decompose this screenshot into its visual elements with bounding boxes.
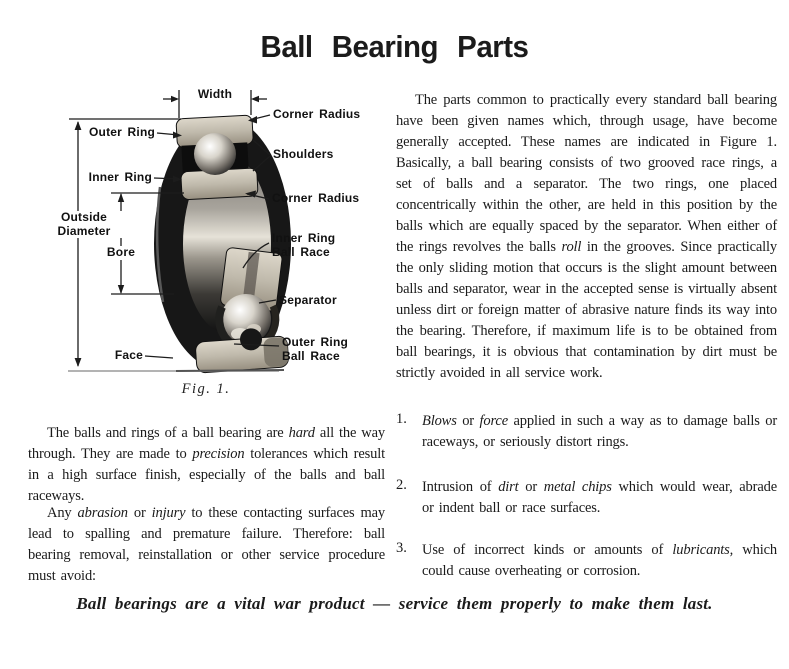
label-corner-radius-bottom: Corner Radius [272, 191, 360, 205]
label-inner-ring-ball-race: Inner Ring Ball Race [272, 231, 336, 259]
label-outer-ring: Outer Ring [89, 125, 155, 139]
left-paragraph-2: Any abrasion or injury to these contacting surfaces may lead to spalling and premature failure. Therefore: ball bearing removal, reinstallation or other service procedure must avoid: [28, 504, 386, 584]
label-bore: Bore [99, 246, 143, 260]
figure-caption: Fig. 1. [181, 381, 231, 397]
list-item-number: 3. [396, 540, 407, 556]
list-item-1 [396, 411, 777, 453]
label-shoulders: Shoulders [273, 147, 334, 161]
label-face: Face [114, 348, 143, 362]
label-outside-diameter: Outside Diameter [44, 211, 124, 238]
list-item-text: Intrusion of dirt or metal chips which would wear, abrade or indent ball or race surfaces. [422, 479, 777, 516]
page-title: Ball Bearing Parts [260, 28, 529, 64]
list-item-number: 2. [396, 477, 407, 493]
avoid-list [396, 409, 777, 589]
right-intro-paragraph: The parts common to practically every standard ball bearing have been given names which, through usage, have become generally accepted. These names are indicated in Figure 1. Basically, a ball bearing consists of two grooved race rings, a set of balls and a separator. The two rings, one placed concentrically within the other, are held in this position by the balls which are equally spaced by the separator. When either of the rings revolves the balls roll in the grooves. Since practically the only sliding motion that occurs is the slight amount between balls and separator, wear in the accepted sense is virtually absent unless dirt or foreign matter of abrasive nature finds its way into the bearing. Therefore, if maximum life is to be obtained from ball bearings, it is obvious that contamination by dirt must be strictly avoided in all service work. [396, 91, 778, 381]
label-inner-ring: Inner Ring [88, 170, 152, 184]
list-item-text: Blows or force applied in such a way as to damage balls or raceways, or seriously distort rings. [422, 413, 778, 450]
footer-slogan: Ball bearings are a vital war product — service them properly to make them last. [76, 594, 713, 613]
upper-ball [194, 133, 236, 175]
label-width: Width [197, 87, 233, 101]
list-item-3 [396, 540, 777, 582]
figure-1 [26, 82, 388, 404]
list-item-text: Use of incorrect kinds or amounts of lubricants, which could cause overheating or corrosion. [422, 542, 777, 579]
label-outer-ring-ball-race: Outer Ring Ball Race [282, 335, 348, 363]
list-item-number: 1. [396, 411, 407, 427]
list-item-2 [396, 477, 777, 519]
label-corner-radius-top: Corner Radius [273, 107, 361, 121]
label-separator: Separator [279, 293, 337, 307]
left-paragraph-1: The balls and rings of a ball bearing are hard all the way through. They are made to precision tolerances which result in a high surface finish, especially of the balls and ball raceways. [28, 424, 385, 504]
bearing-photo [68, 115, 291, 373]
